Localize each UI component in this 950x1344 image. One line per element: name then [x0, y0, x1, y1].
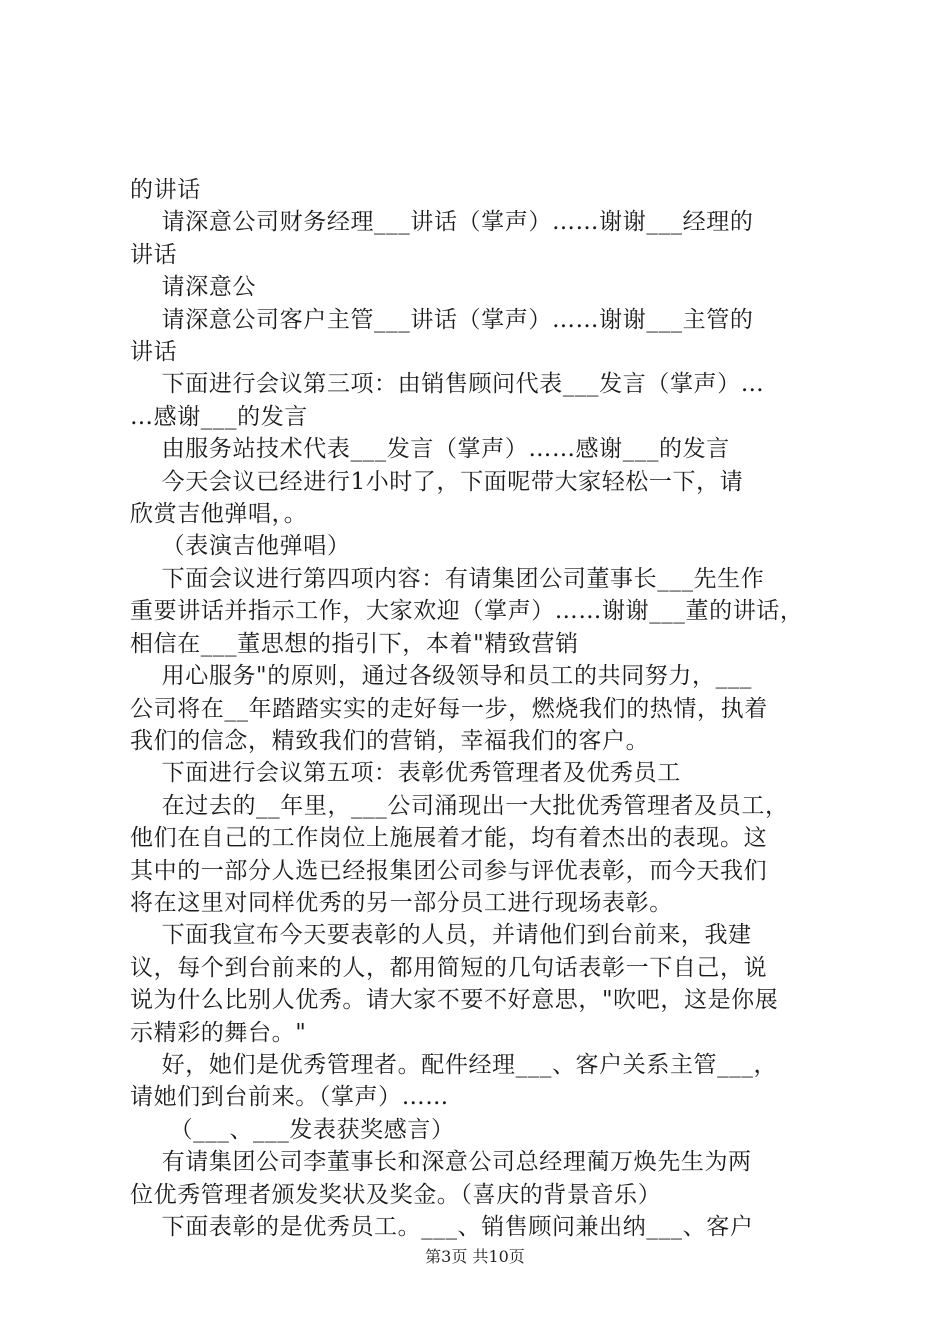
text-line: 讲话 [130, 241, 178, 268]
text-line: …感谢___的发言 [130, 403, 308, 430]
text-line: （表演吉他弹唱） [130, 533, 351, 560]
text-line: 请深意公司客户主管___讲话（掌声）……谢谢___主管的 [130, 306, 754, 333]
text-line: 其中的一部分人选已经报集团公司参与评优表彰，而今天我们 [130, 857, 768, 884]
text-line: 在过去的__年里，___公司涌现出一大批优秀管理者及员工， [130, 792, 789, 819]
text-line: 重要讲话并指示工作，大家欢迎（掌声）……谢谢___董的讲话， [130, 598, 804, 625]
text-line: 位优秀管理者颁发奖状及奖金。（喜庆的背景音乐） [130, 1181, 662, 1208]
page-footer: 第3页 共10页 [425, 1247, 525, 1266]
text-line: 公司将在__年踏踏实实的走好每一步，燃烧我们的热情，执着 [130, 695, 768, 722]
text-line: 请深意公司财务经理___讲话（掌声）……谢谢___经理的 [130, 209, 754, 236]
text-line: （___、___发表获奖感言） [130, 1116, 455, 1143]
text-line: 相信在___董思想的指引下，本着"精致营销 [130, 630, 579, 657]
text-line: 今天会议已经进行1小时了，下面呢带大家轻松一下，请 [130, 468, 744, 495]
text-line: 的讲话 [130, 177, 201, 203]
text-line: 讲话 [130, 339, 178, 366]
text-line: 示精彩的舞台。" [130, 1019, 307, 1046]
text-line: 他们在自己的工作岗位上施展着才能，均有着杰出的表现。这 [130, 825, 768, 852]
text-line: 下面表彰的是优秀员工。___、销售顾问兼出纳___、客户 [130, 1214, 754, 1240]
text-line: 下面进行会议第三项：由销售顾问代表___发言（掌声）… [130, 371, 765, 398]
text-line: 下面我宣布今天要表彰的人员，并请他们到台前来，我建 [130, 922, 752, 949]
text-line: 下面会议进行第四项内容：有请集团公司董事长___先生作 [130, 565, 765, 592]
text-line: 下面进行会议第五项：表彰优秀管理者及优秀员工 [130, 760, 681, 787]
text-line: 用心服务"的原则，通过各级领导和员工的共同努力，___ [130, 663, 752, 690]
text-line: 有请集团公司李董事长和深意公司总经理蔺万焕先生为两 [130, 1149, 752, 1176]
text-line: 请她们到台前来。（掌声）…… [130, 1084, 449, 1111]
text-line: 由服务站技术代表___发言（掌声）……感谢___的发言 [130, 436, 730, 463]
text-line: 议，每个到台前来的人，都用简短的几句话表彰一下自己，说 [130, 954, 768, 981]
body-text [130, 174, 840, 1243]
text-line: 将在这里对同样优秀的另一部分员工进行现场表彰。 [130, 889, 673, 916]
text-line: 我们的信念，精致我们的营销，幸福我们的客户。 [130, 727, 650, 754]
text-line: 好，她们是优秀管理者。配件经理___、客户关系主管___， [130, 1051, 778, 1078]
text-line: 欣赏吉他弹唱，。 [130, 501, 308, 528]
text-line: 请深意公 [130, 274, 257, 301]
text-line: 说为什么比别人优秀。请大家不要不好意思，"吹吧，这是你展 [130, 987, 779, 1014]
